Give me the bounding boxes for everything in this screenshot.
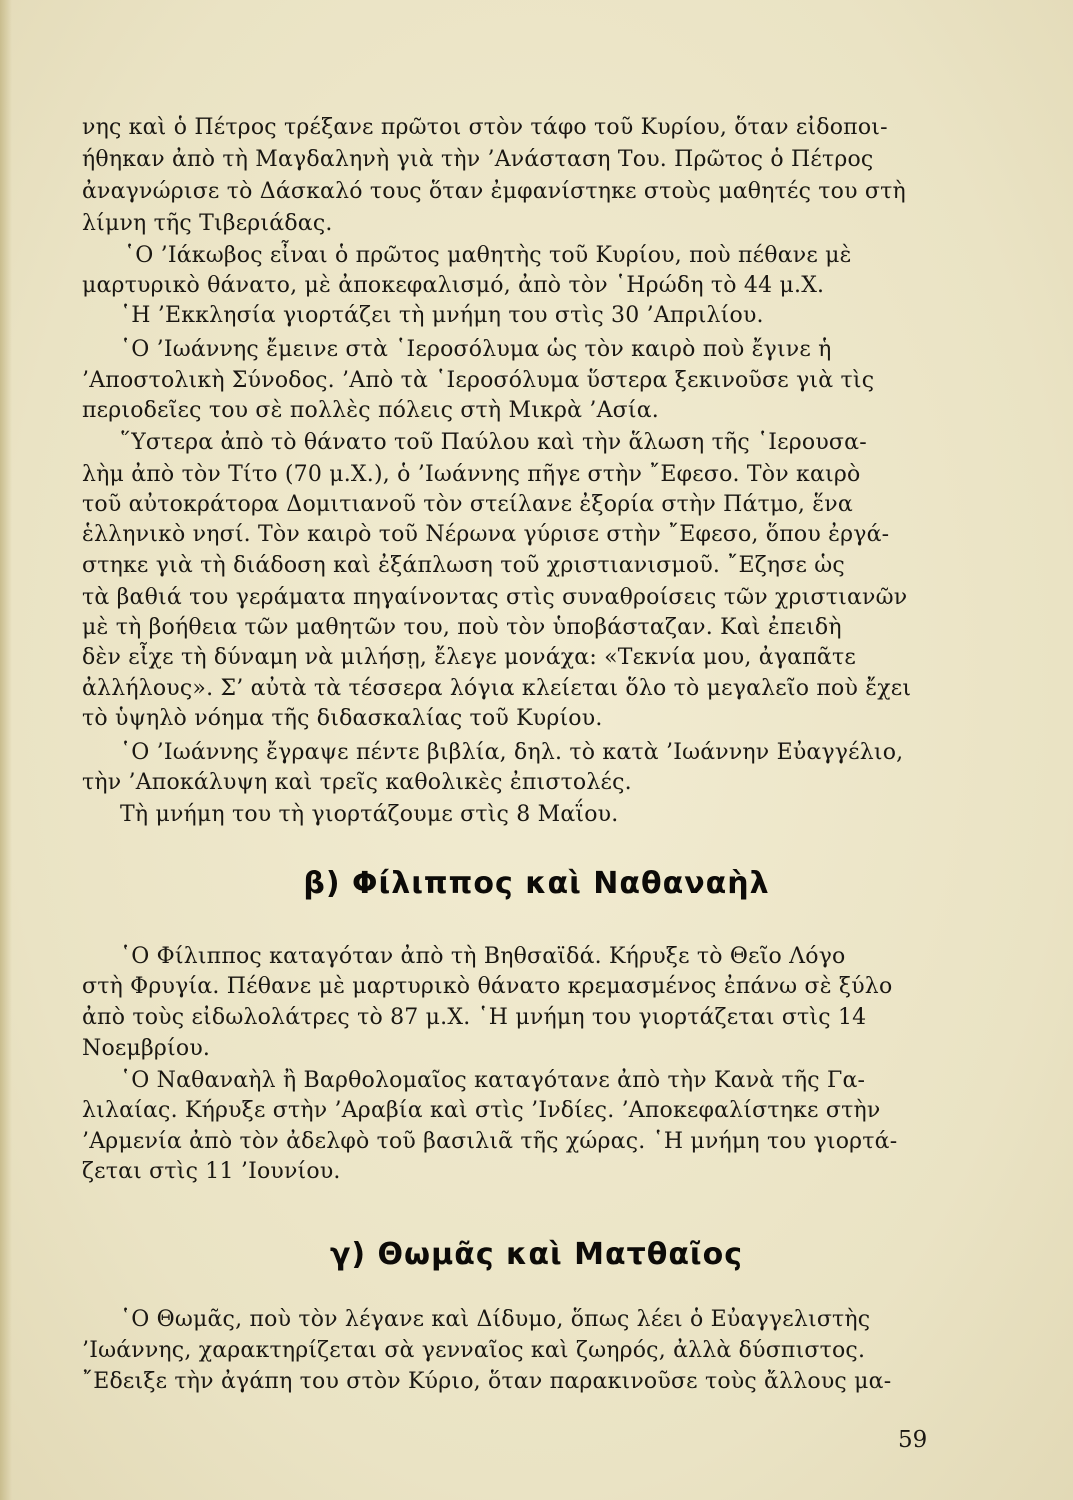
text-line: στὴ Φρυγία. Πέθανε μὲ μαρτυρικὸ θάνατο κρεμασμένος ἐπάνω σὲ ξύλο — [82, 974, 893, 999]
text-line: μὲ τὴ βοήθεια τῶν μαθητῶν του, ποὺ τὸν ὑποβάσταζαν. Καὶ ἐπειδὴ — [82, 615, 842, 640]
text-line: νης καὶ ὁ Πέτρος τρέξανε πρῶτοι στὸν τάφο τοῦ Κυρίου, ὅταν εἰδοποι- — [82, 115, 888, 140]
text-line: μαρτυρικὸ θάνατο, μὲ ἀποκεφαλισμό, ἀπὸ τὸν ῾Ηρώδη τὸ 44 μ.Χ. — [82, 273, 825, 298]
text-line: λίμνη τῆς Τιβεριάδας. — [82, 211, 333, 236]
text-line: ῾Η ’Εκκλησία γιορτάζει τὴ μνήμη του στὶς 30 ’Απριλίου. — [120, 303, 764, 328]
text-line: ῾Ο ’Ιωάννης ἔγραψε πέντε βιβλία, δηλ. τὸ κατὰ ’Ιωάννην Εὐαγγέλιο, — [120, 740, 904, 765]
text-line: τοῦ αὐτοκράτορα Δομιτιανοῦ τὸν στείλανε ἐξορία στὴν Πάτμο, ἕνα — [82, 492, 853, 517]
text-line: Τὴ μνήμη του τὴ γιορτάζουμε στὶς 8 Μαΐου. — [120, 802, 619, 827]
text-line: τὰ βαθιά του γεράματα πηγαίνοντας στὶς συναθροίσεις τῶν χριστιανῶν — [82, 585, 908, 610]
text-line: ῎Εδειξε τὴν ἀγάπη του στὸν Κύριο, ὅταν παρακινοῦσε τοὺς ἄλλους μα- — [82, 1369, 892, 1394]
section-heading: β) Φίλιππος καὶ Ναθαναὴλ — [303, 866, 770, 901]
text-line: λιλαίας. Κήρυξε στὴν ’Αραβία καὶ στὶς ’Ινδίες. ’Αποκεφαλίστηκε στὴν — [82, 1098, 881, 1123]
text-line: ’Ιωάννης, χαρακτηρίζεται σὰ γενναῖος καὶ ζωηρός, ἀλλὰ δύσπιστος. — [82, 1338, 866, 1363]
text-line: ῞Υστερα ἀπὸ τὸ θάνατο τοῦ Παύλου καὶ τὴν ἅλωση τῆς ῾Ιερουσα- — [120, 430, 867, 455]
text-line: λὴμ ἀπὸ τὸν Τίτο (70 μ.Χ.), ὁ ’Ιωάννης πῆγε στὴν ῎Εφεσο. Τὸν καιρὸ — [82, 462, 861, 487]
text-line: ῾Ο Θωμᾶς, ποὺ τὸν λέγανε καὶ Δίδυμο, ὅπως λέει ὁ Εὐαγγελιστὴς — [120, 1307, 871, 1332]
text-line: ’Αρμενία ἀπὸ τὸν ἀδελφὸ τοῦ βασιλιᾶ τῆς χώρας. ῾Η μνήμη του γιορτά- — [82, 1129, 898, 1154]
text-line: ῾Ο ’Ιωάννης ἔμεινε στὰ ῾Ιεροσόλυμα ὡς τὸν καιρὸ ποὺ ἔγινε ἡ — [120, 337, 832, 362]
text-line: ἀπὸ τοὺς εἰδωλολάτρες τὸ 87 μ.Χ. ῾Η μνήμη του γιορτάζεται στὶς 14 — [82, 1005, 867, 1030]
text-line: ῾Ο Ναθαναὴλ ἢ Βαρθολομαῖος καταγότανε ἀπὸ τὴν Κανὰ τῆς Γα- — [120, 1068, 866, 1093]
section-heading: γ) Θωμᾶς καὶ Ματθαῖος — [329, 1237, 744, 1272]
text-line: ήθηκαν ἀπὸ τὴ Μαγδαληνὴ γιὰ τὴν ’Ανάσταση Του. Πρῶτος ὁ Πέτρος — [82, 147, 874, 172]
text-line: τὴν ’Αποκάλυψη καὶ τρεῖς καθολικὲς ἐπιστολές. — [82, 770, 632, 795]
text-line: ἀλλήλους». Σ’ αὐτὰ τὰ τέσσερα λόγια κλείεται ὅλο τὸ μεγαλεῖο ποὺ ἔχει — [82, 676, 912, 701]
page-spine-shadow — [0, 0, 12, 1500]
text-line: τὸ ὑψηλὸ νόημα τῆς διδασκαλίας τοῦ Κυρίου. — [82, 706, 603, 731]
page-number: 59 — [898, 1427, 928, 1453]
text-line: ῾Ο Φίλιππος καταγόταν ἀπὸ τὴ Βηθσαϊδά. Κήρυξε τὸ Θεῖο Λόγο — [120, 944, 846, 969]
text-line: Νοεμβρίου. — [82, 1036, 211, 1061]
text-line: ἀναγνώρισε τὸ Δάσκαλό τους ὅταν ἐμφανίστηκε στοὺς μαθητές του στὴ — [82, 179, 906, 204]
text-line: ’Αποστολικὴ Σύνοδος. ’Απὸ τὰ ῾Ιεροσόλυμα ὕστερα ξεκινοῦσε γιὰ τὶς — [82, 368, 875, 393]
text-line: ἑλληνικὸ νησί. Τὸν καιρὸ τοῦ Νέρωνα γύρισε στὴν ῎Εφεσο, ὅπου ἐργά- — [82, 522, 890, 547]
text-line: ῾Ο ’Ιάκωβος εἶναι ὁ πρῶτος μαθητὴς τοῦ Κυρίου, ποὺ πέθανε μὲ — [124, 243, 852, 268]
text-line: δὲν εἶχε τὴ δύναμη νὰ μιλήσῃ, ἔλεγε μονάχα: «Τεκνία μου, ἀγαπᾶτε — [82, 645, 856, 670]
text-line: στηκε γιὰ τὴ διάδοση καὶ ἐξάπλωση τοῦ χριστιανισμοῦ. ῎Εζησε ὡς — [82, 553, 845, 578]
text-line: περιοδεῖες του σὲ πολλὲς πόλεις στὴ Μικρὰ ’Ασία. — [82, 398, 659, 423]
text-line: ζεται στὶς 11 ’Ιουνίου. — [82, 1159, 341, 1184]
